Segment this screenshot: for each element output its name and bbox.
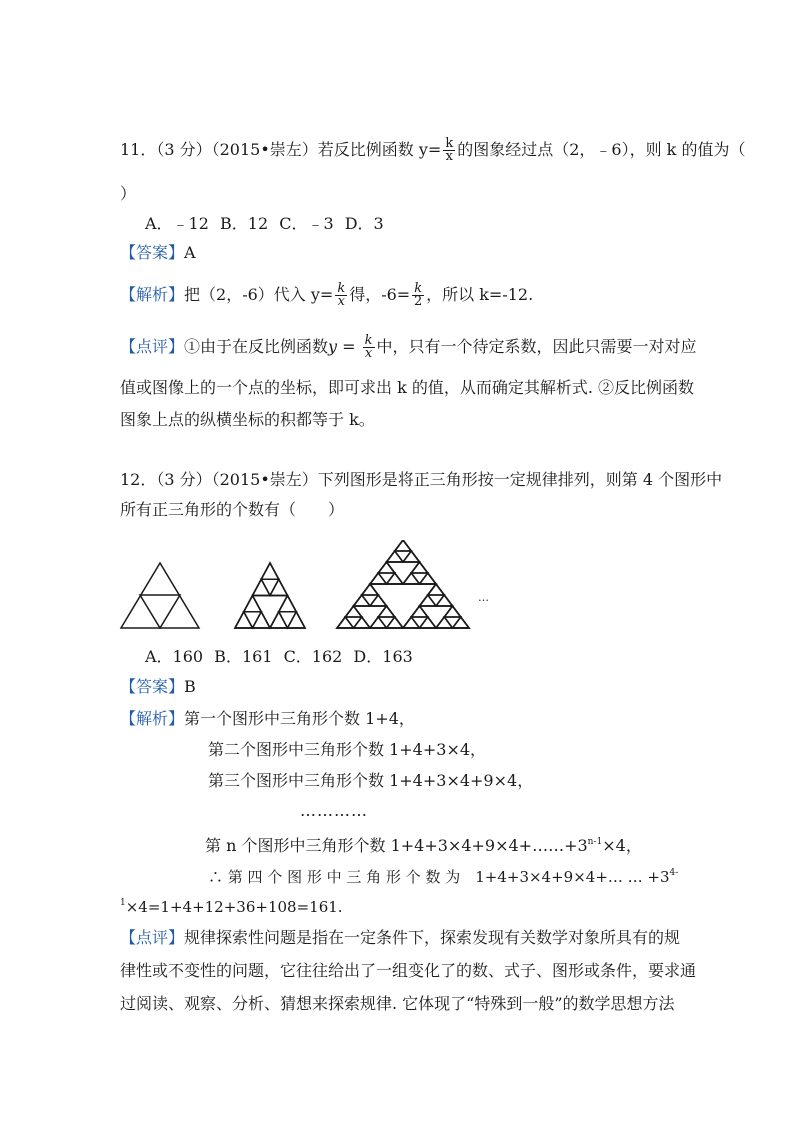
triangle: [370, 573, 387, 584]
triangle: [370, 595, 387, 606]
triangle: [270, 579, 288, 595]
figure-2: [235, 563, 305, 628]
comment-tag: 【点评】: [120, 928, 185, 947]
triangle: [428, 595, 445, 606]
q12-analysis-line5: 第 n 个图形中三角形个数 $1+4+3\times 4+9\times 4+\dots\dots+3^{n-1}\times 4$，: [205, 836, 642, 855]
triangle: [279, 612, 297, 628]
triangle: [411, 562, 428, 573]
triangle: [378, 617, 395, 628]
triangle: [436, 617, 453, 628]
triangle: [387, 617, 404, 628]
triangle: [378, 573, 395, 584]
triangle: [261, 563, 279, 579]
triangle: [378, 562, 395, 573]
q11-comment-line2: 值或图像上的一个点的坐标，即可求出 k 的值，从而确定其解析式. ②反比例函数: [120, 378, 695, 397]
q11-options: A．﹣12 B．12 C．﹣3 D．3: [145, 214, 384, 233]
triangle: [403, 573, 420, 584]
triangle: [411, 606, 428, 617]
triangle: [354, 595, 371, 606]
triangle: [395, 551, 412, 562]
triangle: [428, 584, 445, 595]
triangle: [403, 551, 420, 562]
q11-stem: 11．（3 分）（2015•崇左）若反比例函数 y= $\frac{k}{x}$ 的图象经过点（2，﹣6），则 k 的值为（: [120, 136, 746, 164]
q11-answer: 【答案】A: [120, 243, 196, 262]
triangle: [270, 612, 288, 628]
figure-3: [337, 540, 469, 628]
triangle: [362, 595, 379, 606]
triangle: [244, 596, 262, 612]
triangle: [444, 606, 461, 617]
triangle: [370, 617, 387, 628]
triangle: [436, 595, 453, 606]
q12-comment: 【点评】规律探索性问题是指在一定条件下，探索发现有关数学对象所具有的规: [120, 928, 681, 947]
comment-tag: 【点评】: [120, 337, 185, 356]
triangle: [345, 606, 362, 617]
triangle: [378, 606, 395, 617]
triangle: [253, 579, 271, 595]
triangle: [411, 617, 428, 628]
triangle: [453, 617, 470, 628]
q12-stem-line1: 12．（3 分）（2015•崇左）下列图形是将正三角形按一定规律排列，则第 4 个图形中: [120, 470, 723, 489]
triangle: [345, 617, 362, 628]
triangle: [387, 551, 404, 562]
answer-tag: 【答案】: [120, 677, 185, 696]
q11-comment: 【点评】①由于在反比例函数y = $\frac{k}{x}$ 中，只有一个待定系数，因此只需要一对对应: [120, 333, 697, 361]
q12-analysis-dots: …………: [300, 801, 368, 820]
q12-triangle-figures: [115, 540, 495, 640]
q12-analysis-line6: ∴ 第 四 个 图 形 中 三 角 形 个 数 为 1+4+3×4+9×4+… … $+3^{4-}$: [208, 868, 679, 886]
triangle: [253, 612, 271, 628]
q11-fraction: $\frac{k}{x}$: [445, 136, 454, 164]
analysis-tag: 【解析】: [120, 709, 185, 728]
triangle: [420, 573, 437, 584]
triangle: [403, 617, 420, 628]
q12-analysis: 【解析】第一个图形中三角形个数 1+4，: [120, 709, 415, 728]
triangle: [395, 540, 412, 551]
answer-tag: 【答案】: [120, 243, 185, 262]
q11-stem-close: ）: [120, 184, 137, 203]
figure-ellipsis: …: [478, 591, 489, 604]
triangle: [261, 579, 279, 595]
triangle: [235, 612, 253, 628]
triangle: [387, 573, 404, 584]
triangle: [337, 617, 354, 628]
figure-1: [121, 563, 199, 628]
triangle: [362, 584, 379, 595]
analysis-tag: 【解析】: [120, 285, 185, 304]
triangle: [444, 617, 461, 628]
triangle: [420, 595, 437, 606]
q11-analysis: 【解析】把（2，-6）代入 y= $\frac{k}{x}$ 得，-6= $\frac{k}{2}$ ，所以 k=-12.: [120, 281, 534, 309]
q12-comment-line3: 过阅读、观察、分析、猜想来探索规律. 它体现了“特殊到一般”的数学思想方法: [120, 994, 675, 1013]
triangle: [354, 617, 371, 628]
q12-options: A．160 B．161 C．162 D．163: [145, 647, 413, 666]
q12-analysis-line2: 第二个图形中三角形个数 1+4+3×4，: [208, 740, 487, 759]
q12-stem-line2: 所有正三角形的个数有（ ）: [120, 500, 345, 519]
q12-analysis-line3: 第三个图形中三角形个数 1+4+3×4+9×4，: [208, 771, 534, 790]
triangle: [411, 573, 428, 584]
q11-comment-line3: 图象上点的纵横坐标的积都等于 k。: [120, 410, 375, 429]
triangle: [288, 612, 306, 628]
triangle: [279, 596, 297, 612]
q12-answer: 【答案】B: [120, 677, 196, 696]
triangle: [420, 617, 437, 628]
q12-analysis-line7: $^1$×4=1+4+12+36+108=161.: [120, 898, 343, 916]
q12-comment-line2: 律性或不变性的问题，它往往给出了一组变化了的数、式子、图形或条件，要求通: [120, 961, 697, 980]
triangle: [244, 612, 262, 628]
